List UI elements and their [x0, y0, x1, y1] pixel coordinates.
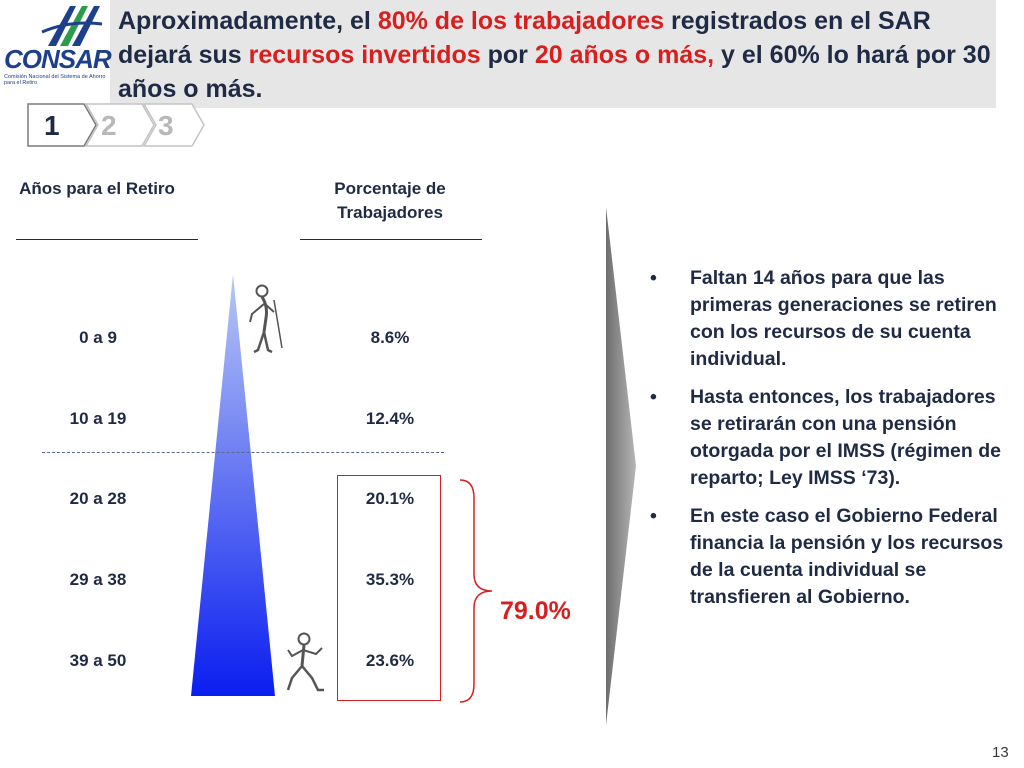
curly-brace — [458, 478, 498, 704]
row-range: 0 a 9 — [79, 328, 117, 347]
step-2[interactable]: 2 — [101, 110, 117, 141]
row-percent: 35.3% — [365, 570, 415, 589]
slide-title — [118, 4, 998, 106]
column-header-percentage: Porcentaje de Trabajadores — [334, 179, 446, 222]
logo-subtitle: Comisión Nacional del Sistema de Ahorro para el Retiro — [4, 74, 106, 86]
column-header-underline — [16, 239, 198, 240]
elderly-man-icon — [246, 284, 286, 356]
title-highlight-2: recursos invertidos — [248, 41, 481, 69]
logo-wordmark: CONSAR — [4, 44, 111, 74]
row-percent: 23.6% — [365, 651, 415, 670]
bullet-item — [650, 503, 1020, 611]
bullet-marker: • — [650, 386, 657, 408]
column-header-underline — [300, 239, 482, 240]
right-arrow-icon — [604, 205, 638, 727]
total-percentage: 79.0% — [500, 597, 571, 625]
row-range: 29 a 38 — [69, 570, 127, 589]
bullet-item — [650, 384, 1020, 492]
bullet-marker: • — [650, 267, 657, 289]
running-man-icon — [282, 632, 328, 696]
bullet-marker: • — [650, 505, 657, 527]
consar-logo — [0, 0, 110, 92]
bullet-text: Hasta entonces, los trabajadores se retirarán con una pensión otorgada por el IMSS (régimen de reparto; Ley IMSS ‘73). — [690, 386, 1001, 489]
bullet-text: En este caso el Gobierno Federal financia la pensión y los recursos de la cuenta individual se transfieren al Gobierno. — [690, 505, 1004, 608]
separator-dashed-line — [42, 452, 444, 453]
title-part-3: por — [480, 41, 535, 69]
title-highlight-3: 20 años o más, — [534, 41, 715, 69]
bullet-text: Faltan 14 años para que las primeras generaciones se retiren con los recursos de su cuenta individual. — [690, 267, 997, 370]
row-percent: 20.1% — [365, 489, 415, 508]
row-percent: 8.6% — [370, 328, 410, 347]
row-range: 39 a 50 — [69, 651, 127, 670]
row-range: 10 a 19 — [69, 409, 127, 428]
highlight-box — [337, 475, 441, 701]
step-3[interactable]: 3 — [158, 110, 174, 141]
bullet-list — [650, 265, 1020, 622]
row-percent: 12.4% — [365, 409, 415, 428]
title-part-4: y el 60% lo hará por 30 años o más. — [118, 41, 991, 103]
page-number: 13 — [992, 744, 1009, 761]
consar-logo-icon — [40, 2, 104, 48]
step-1[interactable]: 1 — [44, 110, 60, 141]
title-part-2: registrados en el SAR dejará sus — [118, 7, 931, 69]
column-header-years: Años para el Retiro — [19, 179, 175, 198]
row-range: 20 a 28 — [69, 489, 127, 508]
bullet-item — [650, 265, 1020, 373]
title-part-1: Aproximadamente, el — [118, 7, 378, 35]
title-highlight-1: 80% de los trabajadores — [377, 7, 665, 35]
step-chevron-icon — [28, 104, 96, 146]
